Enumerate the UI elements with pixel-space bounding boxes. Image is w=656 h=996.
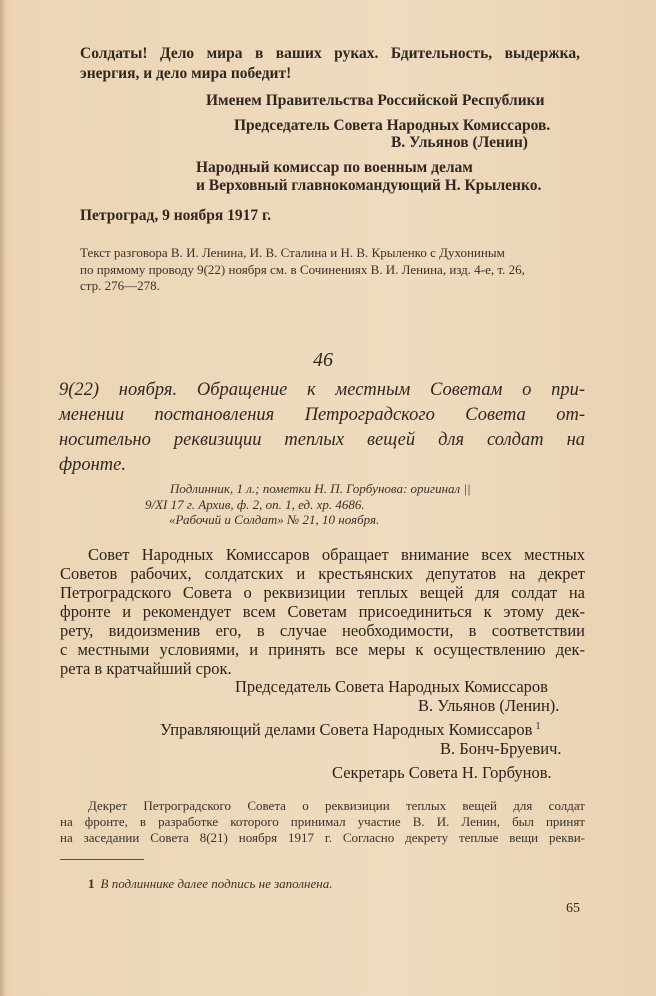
page-gutter-shadow — [0, 0, 6, 996]
body-line-5: рету, видоизменив его, в случае необходимости, в соответствии — [60, 621, 585, 640]
note-line-1: Текст разговора В. И. Ленина, И. В. Сталина и Н. В. Крыленко с Духониным — [80, 245, 505, 260]
note2-line-3: на заседании Совета 8(21) ноября 1917 г. Согласно декрету теплые вещи рекви- — [60, 830, 585, 845]
title-line-2: менении постановления Петроградского Совета от- — [59, 405, 585, 425]
appeal-line-2: энергия, и дело мира победит! — [80, 65, 292, 82]
note2-line-1: Декрет Петроградского Совета о реквизиции теплых вещей для солдат — [88, 798, 585, 813]
signature-chairman-name: В. Ульянов (Ленин) — [391, 134, 528, 151]
title-line-3: носительно реквизиции теплых вещей для солдат на — [59, 430, 585, 450]
note-line-3: стр. 276—278. — [80, 278, 160, 293]
body-line-1: Совет Народных Комиссаров обращает внимание всех местных — [88, 545, 585, 564]
signature-government: Именем Правительства Российской Республики — [206, 92, 545, 109]
appeal-line-1: Солдаты! Дело мира в ваших руках. Бдительность, выдержка, — [80, 45, 580, 62]
body-line-2: Советов рабочих, солдатских и крестьянских депутатов на декрет — [60, 564, 585, 583]
footnote-mark: 1 — [88, 876, 95, 891]
document-number: 46 — [313, 349, 333, 371]
signature-commissar-name: и Верховный главнокомандующий Н. Крыленко. — [196, 177, 542, 194]
sig-secretary: Секретарь Совета Н. Горбунов. — [332, 763, 552, 782]
body-line-3: Петроградского Совета о реквизиции теплых вещей для солдат на — [60, 583, 585, 602]
place-and-date: Петроград, 9 ноября 1917 г. — [80, 207, 272, 224]
signature-commissar-title: Народный комиссар по военным делам — [196, 159, 473, 176]
body-line-4: фронте и рекомендует всем Советам присоединиться к этому дек- — [60, 602, 585, 621]
body-line-6: с местными условиями, и принять все меры к осуществлению дек- — [60, 640, 585, 659]
page-number: 65 — [566, 901, 580, 916]
sig-manager-name: В. Бонч-Бруевич. — [440, 739, 562, 758]
footnote-ref-1: 1 — [535, 720, 541, 732]
source-line-3: «Рабочий и Солдат» № 21, 10 ноября. — [169, 512, 380, 527]
footnote-divider — [60, 859, 144, 860]
body-line-7: рета в кратчайший срок. — [60, 659, 232, 678]
footnote — [88, 876, 332, 892]
source-line-2: 9/XI 17 г. Архив, ф. 2, оп. 1, ед. хр. 4686. — [145, 497, 365, 512]
sig-chairman-name: В. Ульянов (Ленин). — [418, 696, 560, 715]
title-line-1: 9(22) ноября. Обращение к местным Советам о при- — [59, 380, 585, 400]
sig-manager-title-text: Управляющий делами Совета Народных Комиссаров — [160, 720, 533, 739]
signature-chairman-title: Председатель Совета Народных Комиссаров. — [234, 117, 551, 134]
note-line-2: по прямому проводу 9(22) ноября см. в Сочинениях В. И. Ленина, изд. 4-е, т. 26, — [80, 262, 525, 277]
sig-chairman-title: Председатель Совета Народных Комиссаров — [235, 677, 548, 696]
footnote-text: В подлиннике далее подпись не заполнена. — [100, 876, 333, 891]
note2-line-2: на фронте, в разработке которого принимал участие В. И. Ленин, был принят — [60, 814, 585, 829]
title-line-4: фронте. — [59, 455, 127, 475]
sig-manager-title — [160, 720, 540, 740]
source-line-1: Подлинник, 1 л.; пометки Н. П. Горбунова: оригинал || — [170, 481, 471, 496]
